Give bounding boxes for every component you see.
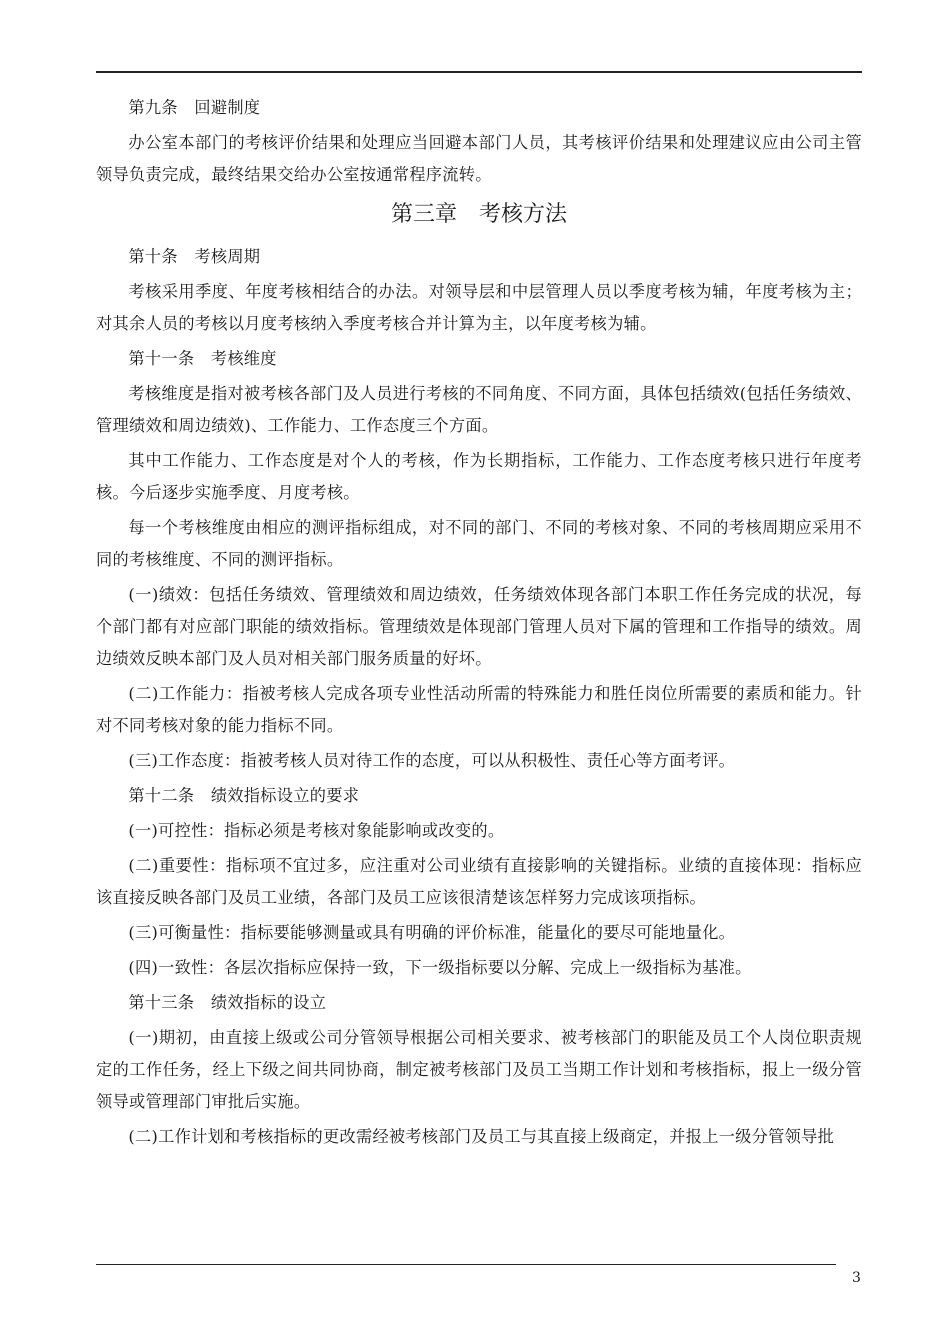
- chapter-heading: 第三章 考核方法: [390, 202, 567, 227]
- paragraph: (一)期初，由直接上级或公司分管领导根据公司相关要求、被考核部门的职能及员工个人岗位职责规定的工作任务，经上下级之间共同协商，制定被考核部门及员工当期工作计划和考核指标，报上一级分管领导或管理部门审批后实施。: [96, 1028, 862, 1111]
- paragraph: (二)工作计划和考核指标的更改需经被考核部门及员工与其直接上级商定，并报上一级分管领导批: [128, 1127, 835, 1146]
- paragraph: (二)重要性：指标项不宜过多，应注重对公司业绩有直接影响的关键指标。业绩的直接体现：指标应该直接反映各部门及员工业绩，各部门及员工应该很清楚该怎样努力完成该项指标。: [96, 856, 862, 907]
- paragraph: 考核维度是指对被考核各部门及人员进行考核的不同角度、不同方面，具体包括绩效(包括任务绩效、管理绩效和周边绩效)、工作能力、工作态度三个方面。: [96, 384, 862, 435]
- paragraph: (三)可衡量性：指标要能够测量或具有明确的评价标准，能量化的要尽可能地量化。: [128, 923, 736, 942]
- paragraph: 其中工作能力、工作态度是对个人的考核，作为长期指标，工作能力、工作态度考核只进行年度考核。今后逐步实施季度、月度考核。: [96, 451, 862, 502]
- article-11-title: 第十一条 考核维度: [128, 349, 277, 368]
- paragraph: (一)可控性：指标必须是考核对象能影响或改变的。: [128, 821, 505, 840]
- paragraph: 办公室本部门的考核评价结果和处理应当回避本部门人员，其考核评价结果和处理建议应由公司主管领导负责完成，最终结果交给办公室按通常程序流转。: [96, 133, 862, 184]
- paragraph: 每一个考核维度由相应的测评指标组成，对不同的部门、不同的考核对象、不同的考核周期应采用不同的考核维度、不同的测评指标。: [96, 518, 862, 569]
- paragraph: (一)绩效：包括任务绩效、管理绩效和周边绩效，任务绩效体现各部门本职工作任务完成的状况，每个部门都有对应部门职能的绩效指标。管理绩效是体现部门管理人员对下属的管理和工作指导的绩效。周边绩效反映本部门及人员对相关部门服务质量的好坏。: [96, 585, 862, 668]
- article-13-title: 第十三条 绩效指标的设立: [128, 993, 327, 1012]
- article-12-title: 第十二条 绩效指标设立的要求: [128, 786, 360, 805]
- footer-rule: [96, 1264, 836, 1265]
- paragraph: (四)一致性：各层次指标应保持一致，下一级指标要以分解、完成上一级指标为基准。: [128, 958, 752, 977]
- header-rule: [96, 71, 862, 73]
- page-number: 3: [852, 1270, 861, 1286]
- article-10-title: 第十条 考核周期: [128, 247, 261, 266]
- paragraph: (三)工作态度：指被考核人员对待工作的态度，可以从积极性、责任心等方面考评。: [128, 751, 736, 770]
- document-body: [96, 92, 862, 1156]
- paragraph: 考核采用季度、年度考核相结合的办法。对领导层和中层管理人员以季度考核为辅，年度考核为主；对其余人员的考核以月度考核纳入季度考核合并计算为主，以年度考核为辅。: [96, 282, 862, 333]
- article-9-title: 第九条 回避制度: [128, 98, 261, 117]
- paragraph: (二)工作能力：指被考核人完成各项专业性活动所需的特殊能力和胜任岗位所需要的素质和能力。针对不同考核对象的能力指标不同。: [96, 684, 862, 735]
